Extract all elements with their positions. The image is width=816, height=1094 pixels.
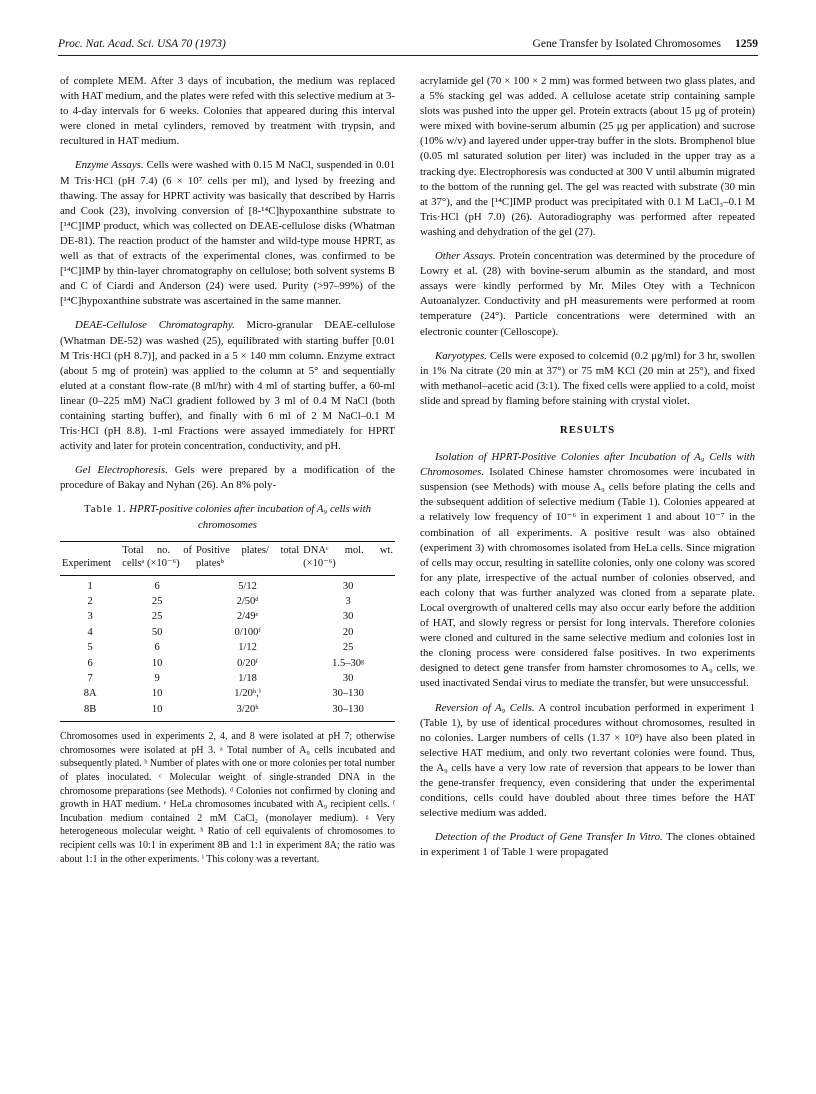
gel-paragraph: Gel Electrophoresis. Gels were prepared by a modification of the procedure of Bakay and Nyhan (26). An 8% poly- bbox=[60, 464, 395, 492]
isolation-heading: Isolation of HPRT-Positive Colonies after Incubation of A₉ Cells with Chromosomes. bbox=[420, 451, 755, 479]
reversion-heading: Reversion of A₉ Cells. bbox=[435, 701, 535, 714]
running-header bbox=[533, 38, 758, 50]
table-row: 6 10 0/20ᶠ 1.5–30ᵍ bbox=[87, 657, 365, 669]
table-row: 5 6 1/12 25 bbox=[87, 642, 354, 654]
page-header bbox=[58, 38, 758, 56]
deae-heading: DEAE-Cellulose Chromatography. bbox=[75, 319, 235, 332]
results-heading: RESULTS bbox=[559, 423, 616, 436]
col-header: Total no. of cellsᵃ (×10⁻⁶) bbox=[120, 541, 194, 575]
enzyme-assays-paragraph: Enzyme Assays. Cells were washed with 0.15 M NaCl, suspended in 0.01 M Tris·HCl (pH 7.4) (6 × 10⁷ cells per ml), and lysed by freezing and thawing. The assay for HPRT activity was basically that described by Harris and Cook (23), involving conversion of [8-¹⁴C]hypoxanthine substrate to [¹⁴C]IMP product, which was collected on DEAE-cellulose disks (Whatman DE-81). The reaction product of the hamster and wild-type mouse HPRT, as well as that of extracts of the experimental clones, was confirmed to be [¹⁴C]IMP by thin-layer chromatography on cellulose; both solvent systems B and C of Ciardi and Anderson (24) were used. Purity (>97–99%) of the [¹⁴C]hypoxanthine substrate was ascertained in the same manner. bbox=[60, 159, 396, 308]
deae-paragraph: DEAE-Cellulose Chromatography. Micro-granular DEAE-cellulose (Whatman DE-52) was washed (25), equilibrated with starting buffer [0.01 M Tris·HCl (pH 8.7)], and packed in a 5 × 140 mm column. Enzyme extract (about 5 mg of protein) was applied to the column at 5° and sequentially eluted at a constant flow-rate (8 ml/hr) with 4 ml of starting buffer, a 60-ml linear (0–225 mM) NaCl gradient followed by 3 ml of 0.4 M NaCl (both containing starting buffer), and finally with 6 ml of 2 M NaCl–0.1 M Tris·HCl (pH 8.8). 1-ml Fractions were assayed immediately for HPRT activity and later for protein concentration, conductivity, and pH. bbox=[60, 319, 395, 453]
table-header-row bbox=[60, 541, 395, 575]
table-title: HPRT-positive colonies after incubation of A₉ cells with chromosomes bbox=[129, 503, 372, 531]
col-header: Experiment bbox=[60, 541, 120, 575]
reversion-paragraph: Reversion of A₉ Cells. A control incubation performed in experiment 1 (Table 1), by use of identical procedures without chromosomes, resulted in no colonies. Larger numbers of cells (1.37 × 10⁹) have also been plated in selective HAT medium, and only two revertant colonies were found. Thus, the A₉ cells have a very low rate of reversion that appears to be lower than the gene-transfer frequency, even considering that under the experimental conditions, cells could have doubled about three times before the HAT selective medium was added. bbox=[420, 701, 756, 820]
table-row: 8B 10 3/20ʰ 30–130 bbox=[60, 702, 395, 722]
other-assays-heading: Other Assays. bbox=[435, 250, 496, 263]
table-caption bbox=[60, 502, 395, 532]
table-row: 7 9 1/18 30 bbox=[87, 673, 354, 685]
detection-paragraph: Detection of the Product of Gene Transfer In Vitro. The clones obtained in experiment 1 of Table 1 were propagated bbox=[420, 831, 755, 859]
col-header: Positive plates/ total platesᵇ bbox=[194, 541, 301, 575]
table-label: Table 1. bbox=[83, 503, 127, 516]
karyotypes-heading: Karyotypes. bbox=[435, 349, 487, 362]
table-footnotes: Chromosomes used in experiments 2, 4, and 8 were isolated at pH 7; otherwise chromosomes were isolated at pH 3. ᵃ Total number of A₉ cells incubated and subsequently plated. ᵇ Number of plates with one or more colonies per total number of plates inoculated. ᶜ Molecular weight of single-stranded DNA in the chromosome preparations (see Methods). ᵈ Colonies not confirmed by cloning and growth in HAT medium. ᵉ HeLa chromosomes incubated with A₉ recipient cells. ᶠ Incubation medium contained 2 mM CaCl₂ (monolayer medium). ᵍ Very heterogeneous molecular weight. ʰ Ratio of cell equivalents of chromosomes to recipient cells was 10:1 in experiment 8B and 1:1 in experiment 8A; the ratio was about 1:1 in the other experiments. ⁱ This colony was a revertant. bbox=[60, 731, 395, 865]
gel-heading: Gel Electrophoresis. bbox=[75, 464, 168, 477]
gel-continued-paragraph: acrylamide gel (70 × 100 × 2 mm) was formed between two glass plates, and a 5% stacking gel was added. A cellulose acetate strip containing sample slots was pushed into the upper gel. Protein extracts (about 15 μg of protein) were mixed with bovine-serum albumin (25 μg per application) and sucrose (10% w/v) and layered under upper-tray buffer in the slots. Bromphenol blue (0.05 ml saturated solution per liter) was included in the upper tray as a tracking dye. Electrophoresis was conducted at 300 V until albumin migrated to the bottom of the running gel. The gel was reacted with substrate (30 min at 37°), and the [¹⁴C]IMP product was precipitated with 0.1 M LaCl₃–0.1 M Tris·HCl (pH 7.0) (26). Autoradiography was performed after repeated washing and dehydration of the gel (27). bbox=[420, 75, 755, 238]
running-title: Gene Transfer by Isolated Chromosomes bbox=[532, 38, 721, 50]
detection-heading: Detection of the Product of Gene Transfer In Vitro. bbox=[435, 831, 663, 844]
table-row: 1 6 5/12 30 bbox=[60, 575, 395, 594]
col-header: DNAᶜ mol. wt. (×10⁻⁶) bbox=[301, 541, 395, 575]
table-row: 3 25 2/49ᵉ 30 bbox=[87, 611, 354, 623]
table-1 bbox=[60, 541, 395, 723]
table-row: 8A 10 1/20ʰ,ⁱ 30–130 bbox=[83, 688, 364, 700]
header-rule bbox=[58, 55, 758, 56]
page-number: 1259 bbox=[735, 38, 758, 50]
table-row: 2 25 2/50ᵈ 3 bbox=[87, 596, 351, 608]
isolation-paragraph: Isolation of HPRT-Positive Colonies after Incubation of A₉ Cells with Chromosomes. Isolated Chinese hamster chromosomes were incubated in suspension (see Methods) with mouse A₉ cells before plating the cells and the subsequent addition of selective medium (Table 1). Colonies appeared at a relatively low frequency of 10⁻⁶ in experiment 1 and about 10⁻⁷ in the combination of all experiments. A positive result was also obtained (experiment 3) with chromosomes isolated from HeLa cells. Since migration of cells may occur, resulting in satellite colonies, only one colony was scored for any plate, irrespective of the actual number of colonies observed, and each colony that was further analyzed was cloned from a separate plate. Local overgrowth of unaltered cells may also occur early before the addition of HAT, and slowly regress or persist for long intervals. Therefore colonies were cloned and cultured in the same selective medium and colonies lost in the cloning process were considered false positives. In two experiments designed to detect gene transfer from hamster chromosomes to A₉ cells, we used inactivated Sendai virus to mediate the transfer, but were unsuccessful. bbox=[420, 451, 755, 690]
right-column bbox=[420, 74, 755, 870]
left-column bbox=[60, 74, 395, 866]
journal-citation: Proc. Nat. Acad. Sci. USA 70 (1973) bbox=[58, 38, 226, 50]
other-assays-paragraph: Other Assays. Protein concentration was determined by the procedure of Lowry et al. (28) with bovine-serum albumin as the standard, and most assays were kindly performed by Mr. Miles Otey with a Technicon Autoanalyzer. Conductivity and pH measurements were performed at room temperature (24°). Particle concentrations were determined with an electronic counter (Celloscope). bbox=[420, 250, 755, 338]
table-row: 4 50 0/100ᶠ 20 bbox=[87, 626, 354, 638]
karyotypes-paragraph: Karyotypes. Cells were exposed to colcemid (0.2 μg/ml) for 3 hr, swollen in 1% Na citrate (20 min at 37°) or 75 mM KCl (20 min at 25°), and fixed with methanol–acetic acid (3:1). The fixed cells were applied to a cold, moist slide and spread by flaming before staining with crystal violet. bbox=[420, 349, 755, 407]
enzyme-assays-heading: Enzyme Assays. bbox=[75, 159, 144, 172]
methods-paragraph: of complete MEM. After 3 days of incubation, the medium was replaced with HAT medium, and the plates were refed with this selective medium at 3- to 4-day intervals for 6 weeks. Colonies that appeared during this interval were cloned in metal cylinders, removed by treatment with trypsin, and recultured in HAT medium. bbox=[60, 75, 396, 148]
